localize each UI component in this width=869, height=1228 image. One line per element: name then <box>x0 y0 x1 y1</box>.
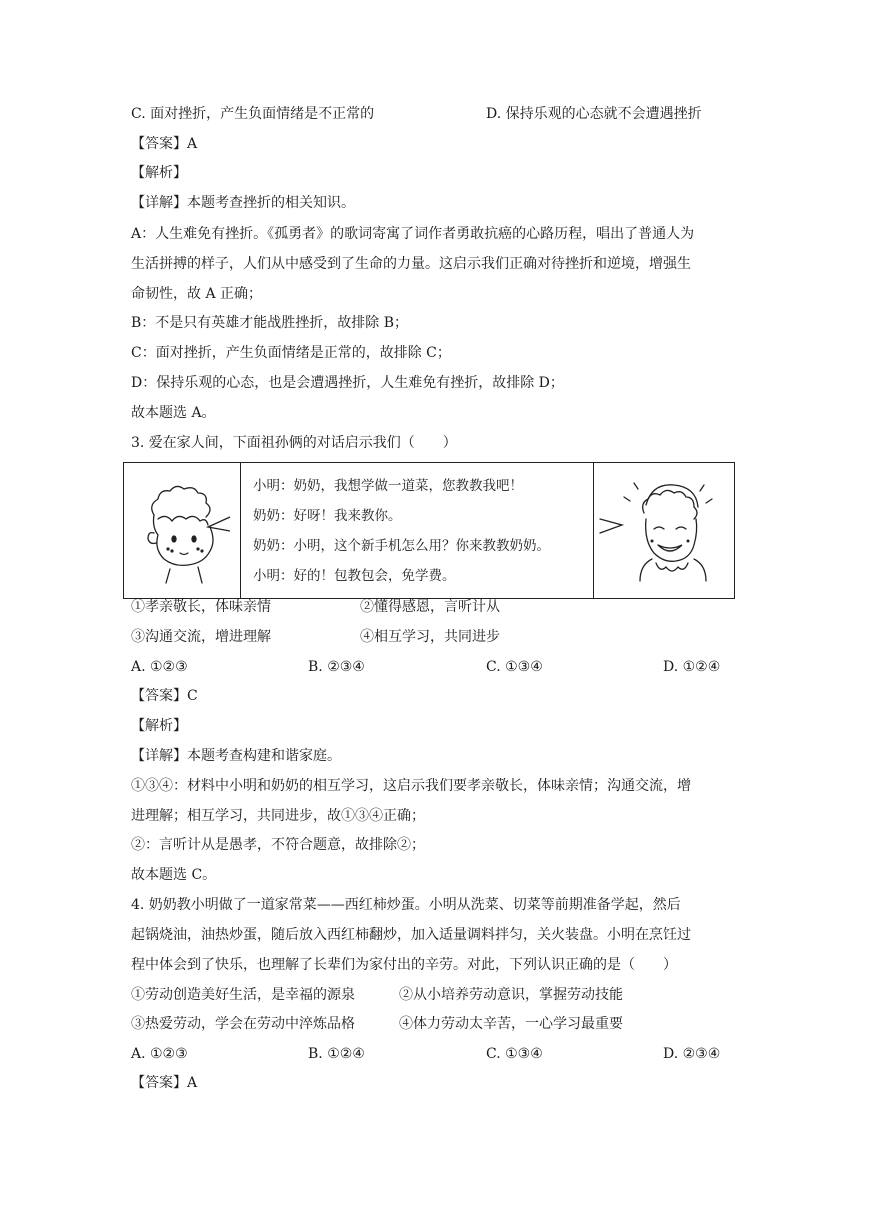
q4-statement: ④体力劳动太辛苦，一心学习最重要 <box>399 1016 623 1032</box>
q3-choice-b: B. ②③④ <box>308 659 365 675</box>
q3-stem: 3. 爱在家人间，下面祖孙俩的对话启示我们（ ） <box>131 435 457 451</box>
q4-statements-row <box>131 985 741 1005</box>
q4-choice-b: B. ①②④ <box>308 1046 365 1062</box>
q3-choice-c: C. ①③④ <box>486 659 543 675</box>
q2-conclusion: 故本题选 A。 <box>131 405 216 421</box>
q4-answer: 【答案】A <box>131 1075 198 1091</box>
dialogue-line: 奶奶：小明，这个新手机怎么用？你来教教奶奶。 <box>253 537 550 554</box>
q4-statement: ②从小培养劳动意识，掌握劳动技能 <box>399 987 623 1003</box>
q2-explanation-line: A：人生难免有挫折。《孤勇者》的歌词寄寓了词作者勇敢抗癌的心路历程，唱出了普通人为 <box>131 226 695 242</box>
q3-choices-row <box>131 657 741 677</box>
q2-explanation-line: C：面对挫折，产生负面情绪是正常的，故排除 C； <box>131 345 451 361</box>
q2-options-row <box>131 104 741 124</box>
boy-illustration-cell <box>124 463 241 599</box>
q2-analysis-heading: 【解析】 <box>131 165 187 181</box>
q4-stem-line: 4. 奶奶教小明做了一道家常菜——西红柿炒蛋。小明从洗菜、切菜等前期准备学起，然后 <box>131 897 681 913</box>
q3-answer: 【答案】C <box>131 688 198 704</box>
q2-answer: 【答案】A <box>131 136 198 152</box>
q3-choice-d: D. ①②④ <box>663 659 721 675</box>
q3-statements-row <box>131 597 741 617</box>
q4-choice-d: D. ②③④ <box>663 1046 721 1062</box>
q3-statement: ①孝亲敬长，体味亲情 <box>131 599 271 615</box>
q3-analysis-heading: 【解析】 <box>131 718 187 734</box>
q4-choice-a: A. ①②③ <box>131 1046 188 1062</box>
dialogue-cell <box>241 463 594 599</box>
q4-statements-row <box>131 1014 741 1034</box>
grandma-illustration <box>594 463 734 594</box>
q3-statement: ③沟通交流，增进理解 <box>131 629 271 645</box>
q2-explanation-line: D：保持乐观的心态，也是会遭遇挫折，人生难免有挫折，故排除 D； <box>131 375 564 391</box>
q2-detail-heading: 【详解】本题考查挫折的相关知识。 <box>131 195 355 211</box>
q2-option-d: D. 保持乐观的心态就不会遭遇挫折 <box>486 106 702 122</box>
q3-statement: ④相互学习，共同进步 <box>360 629 500 645</box>
q2-explanation-line: 命韧性，故 A 正确； <box>131 286 263 302</box>
grandma-illustration-cell <box>594 463 735 599</box>
q3-statement: ②懂得感恩，言听计从 <box>360 599 500 615</box>
speech-mark-icon <box>600 519 622 533</box>
q4-choice-c: C. ①③④ <box>486 1046 543 1062</box>
dialogue-line: 奶奶：好呀！我来教你。 <box>253 507 402 524</box>
dialogue-line: 小明：好的！包教包会，免学费。 <box>253 567 456 584</box>
boy-illustration <box>124 463 240 594</box>
q4-statement: ③热爱劳动，学会在劳动中淬炼品格 <box>131 1016 355 1032</box>
q2-explanation-line: B：不是只有英雄才能战胜挫折，故排除 B； <box>131 315 409 331</box>
q3-conclusion: 故本题选 C。 <box>131 867 217 883</box>
q3-dialogue-table <box>123 462 735 599</box>
q3-detail-heading: 【详解】本题考查构建和谐家庭。 <box>131 748 341 764</box>
q3-statements-row <box>131 627 741 647</box>
dialogue-line: 小明：奶奶，我想学做一道菜，您教教我吧！ <box>253 477 523 494</box>
q2-explanation-line: 生活拼搏的样子，人们从中感受到了生命的力量。这启示我们正确对待挫折和逆境，增强生 <box>131 256 691 272</box>
q3-explanation-line: 进理解；相互学习，共同进步，故①③④正确； <box>131 808 425 824</box>
q3-explanation-line: ①③④：材料中小明和奶奶的相互学习，这启示我们要孝亲敬长，体味亲情；沟通交流，增 <box>131 778 691 794</box>
q2-option-c: C. 面对挫折，产生负面情绪是不正常的 <box>131 106 375 122</box>
q3-explanation-line: ②：言听计从是愚孝，不符合题意，故排除②； <box>131 837 425 853</box>
q4-choices-row <box>131 1044 741 1064</box>
q3-choice-a: A. ①②③ <box>131 659 188 675</box>
q4-stem-line: 起锅烧油，油热炒蛋，随后放入西红柿翻炒，加入适量调料拌匀，关火装盘。小明在烹饪过 <box>131 927 691 943</box>
q4-statement: ①劳动创造美好生活，是幸福的源泉 <box>131 987 355 1003</box>
q4-stem-line: 程中体会到了快乐，也理解了长辈们为家付出的辛劳。对此，下列认识正确的是（ ） <box>131 957 677 973</box>
